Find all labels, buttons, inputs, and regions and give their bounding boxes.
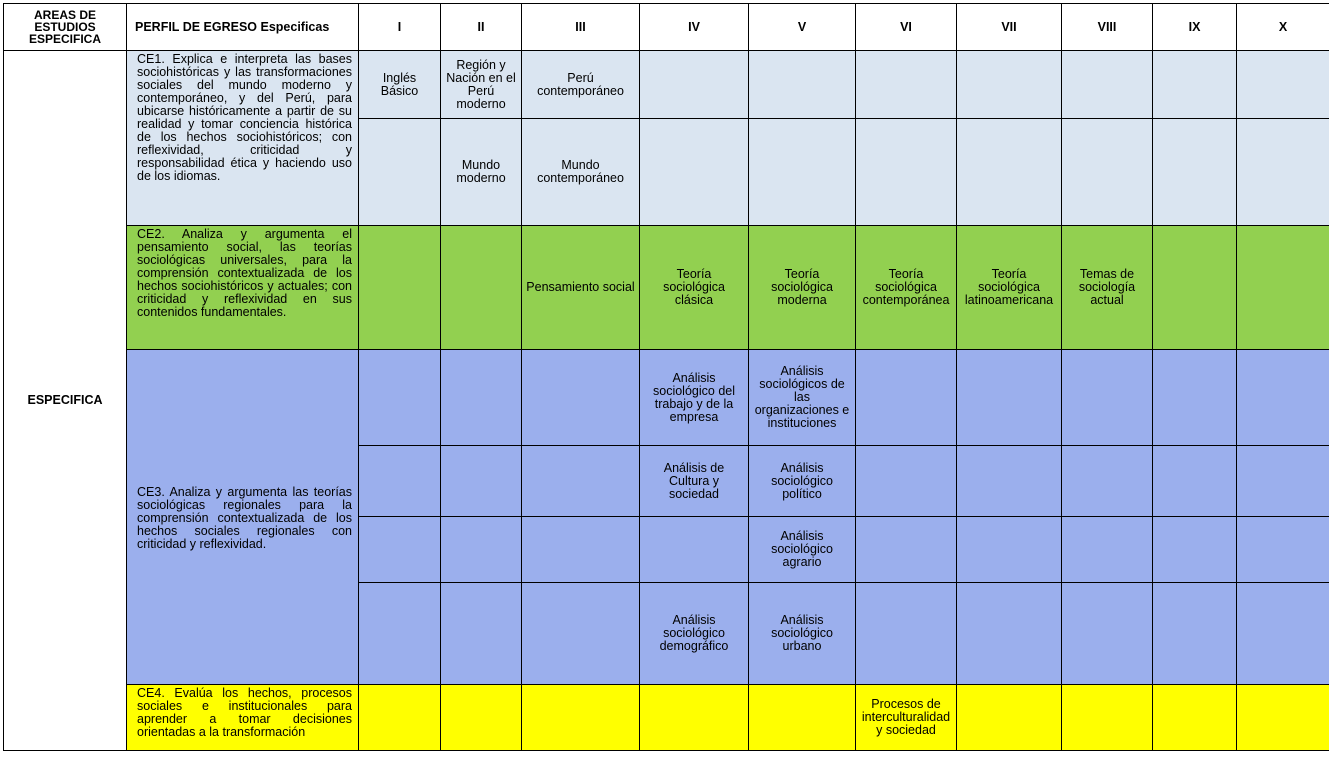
- course-cell: Procesos de interculturalidad y sociedad: [856, 685, 957, 751]
- course-cell: Pensamiento social: [522, 226, 640, 350]
- semester-header: VII: [957, 4, 1062, 51]
- course-cell: [1153, 350, 1237, 446]
- course-cell: [1062, 446, 1153, 517]
- course-cell: [359, 446, 441, 517]
- ce2-row: [4, 226, 1330, 350]
- course-cell: [640, 119, 749, 226]
- course-cell: [1153, 583, 1237, 685]
- course-cell: [522, 517, 640, 583]
- course-cell: Análisis sociológico del trabajo y de la empresa: [640, 350, 749, 446]
- semester-header: VI: [856, 4, 957, 51]
- course-cell: [1062, 350, 1153, 446]
- course-cell: [957, 350, 1062, 446]
- course-cell: Análisis sociológico político: [749, 446, 856, 517]
- course-cell: [640, 685, 749, 751]
- course-cell: [749, 51, 856, 119]
- course-cell: [1237, 51, 1330, 119]
- course-cell: [1237, 517, 1330, 583]
- area-header: AREAS DE ESTUDIOS ESPECIFICA: [4, 4, 127, 51]
- semester-header: II: [441, 4, 522, 51]
- course-cell: [1153, 446, 1237, 517]
- area-cell: ESPECIFICA: [4, 51, 127, 751]
- course-cell: Teoría sociológica latinoamericana: [957, 226, 1062, 350]
- course-cell: [1062, 685, 1153, 751]
- course-cell: Análisis sociológicos de las organizaciones e instituciones: [749, 350, 856, 446]
- semester-header: V: [749, 4, 856, 51]
- course-cell: [1062, 51, 1153, 119]
- semester-header: III: [522, 4, 640, 51]
- course-cell: [522, 350, 640, 446]
- ce1-row: [4, 51, 1330, 119]
- course-cell: Análisis sociológico demográfico: [640, 583, 749, 685]
- course-cell: Análisis de Cultura y sociedad: [640, 446, 749, 517]
- course-cell: [1237, 583, 1330, 685]
- ce2-text: CE2. Analiza y argumenta el pensamiento social, las teorías sociológicas universales, para la comprensión contextualizada de los hechos sociohistóricos y actuales; con criticidad y reflexividad en sus contenidos fundamentales.: [127, 226, 359, 350]
- course-cell: [441, 350, 522, 446]
- course-cell: [522, 583, 640, 685]
- ce4-text: CE4. Evalúa los hechos, procesos sociales e institucionales para aprender a tomar decisiones orientadas a la transformación: [127, 685, 359, 751]
- course-cell: [1153, 226, 1237, 350]
- curriculum-table: [3, 3, 1329, 751]
- course-cell: [1153, 51, 1237, 119]
- semester-header: I: [359, 4, 441, 51]
- course-cell: [1237, 685, 1330, 751]
- course-cell: [441, 446, 522, 517]
- course-cell: [749, 685, 856, 751]
- course-cell: [1237, 350, 1330, 446]
- ce3-text: CE3. Analiza y argumenta las teorías sociológicas regionales para la comprensión contextualizada de los hechos sociales regionales con criticidad y reflexividad.: [127, 350, 359, 685]
- course-cell: [1153, 685, 1237, 751]
- course-cell: Análisis sociológico urbano: [749, 583, 856, 685]
- course-cell: Inglés Básico: [359, 51, 441, 119]
- course-cell: [359, 583, 441, 685]
- course-cell: [957, 51, 1062, 119]
- course-cell: [1237, 446, 1330, 517]
- course-cell: Perú contemporáneo: [522, 51, 640, 119]
- course-cell: [957, 583, 1062, 685]
- course-cell: [957, 517, 1062, 583]
- course-cell: [441, 685, 522, 751]
- course-cell: [856, 119, 957, 226]
- course-cell: [749, 119, 856, 226]
- course-cell: [1237, 226, 1330, 350]
- course-cell: Teoría sociológica contemporánea: [856, 226, 957, 350]
- semester-header: IX: [1153, 4, 1237, 51]
- course-cell: [957, 119, 1062, 226]
- course-cell: [856, 51, 957, 119]
- course-cell: [640, 51, 749, 119]
- course-cell: Teoría sociológica clásica: [640, 226, 749, 350]
- ce1-text: CE1. Explica e interpreta las bases sociohistóricas y las transformaciones sociales del mundo moderno y contemporáneo, y del Perú, para ubicarse históricamente a partir de su realidad y tomar conciencia histórica de los hechos sociohistóricos; con reflexividad, criticidad y responsabilidad ética y haciendo uso de los idiomas.: [127, 51, 359, 226]
- course-cell: Temas de sociología actual: [1062, 226, 1153, 350]
- course-cell: [856, 446, 957, 517]
- course-cell: [1062, 583, 1153, 685]
- course-cell: [1153, 517, 1237, 583]
- course-cell: [441, 517, 522, 583]
- course-cell: Mundo moderno: [441, 119, 522, 226]
- course-cell: [1237, 119, 1330, 226]
- header-row: [4, 4, 1330, 51]
- course-cell: [359, 685, 441, 751]
- perfil-header: PERFIL DE EGRESO Especificas: [127, 4, 359, 51]
- course-cell: [1153, 119, 1237, 226]
- course-cell: [856, 583, 957, 685]
- semester-header: VIII: [1062, 4, 1153, 51]
- ce3-row: [4, 350, 1330, 446]
- course-cell: [522, 685, 640, 751]
- course-cell: [359, 350, 441, 446]
- course-cell: Región y Nación en el Perú moderno: [441, 51, 522, 119]
- course-cell: Teoría sociológica moderna: [749, 226, 856, 350]
- course-cell: [640, 517, 749, 583]
- course-cell: [856, 517, 957, 583]
- course-cell: Mundo contemporáneo: [522, 119, 640, 226]
- course-cell: [856, 350, 957, 446]
- course-cell: [441, 583, 522, 685]
- semester-header: X: [1237, 4, 1330, 51]
- course-cell: [1062, 517, 1153, 583]
- course-cell: [359, 119, 441, 226]
- semester-header: IV: [640, 4, 749, 51]
- course-cell: [522, 446, 640, 517]
- course-cell: [359, 226, 441, 350]
- course-cell: Análisis sociológico agrario: [749, 517, 856, 583]
- course-cell: [441, 226, 522, 350]
- course-cell: [1062, 119, 1153, 226]
- course-cell: [359, 517, 441, 583]
- ce4-row: [4, 685, 1330, 751]
- course-cell: [957, 446, 1062, 517]
- course-cell: [957, 685, 1062, 751]
